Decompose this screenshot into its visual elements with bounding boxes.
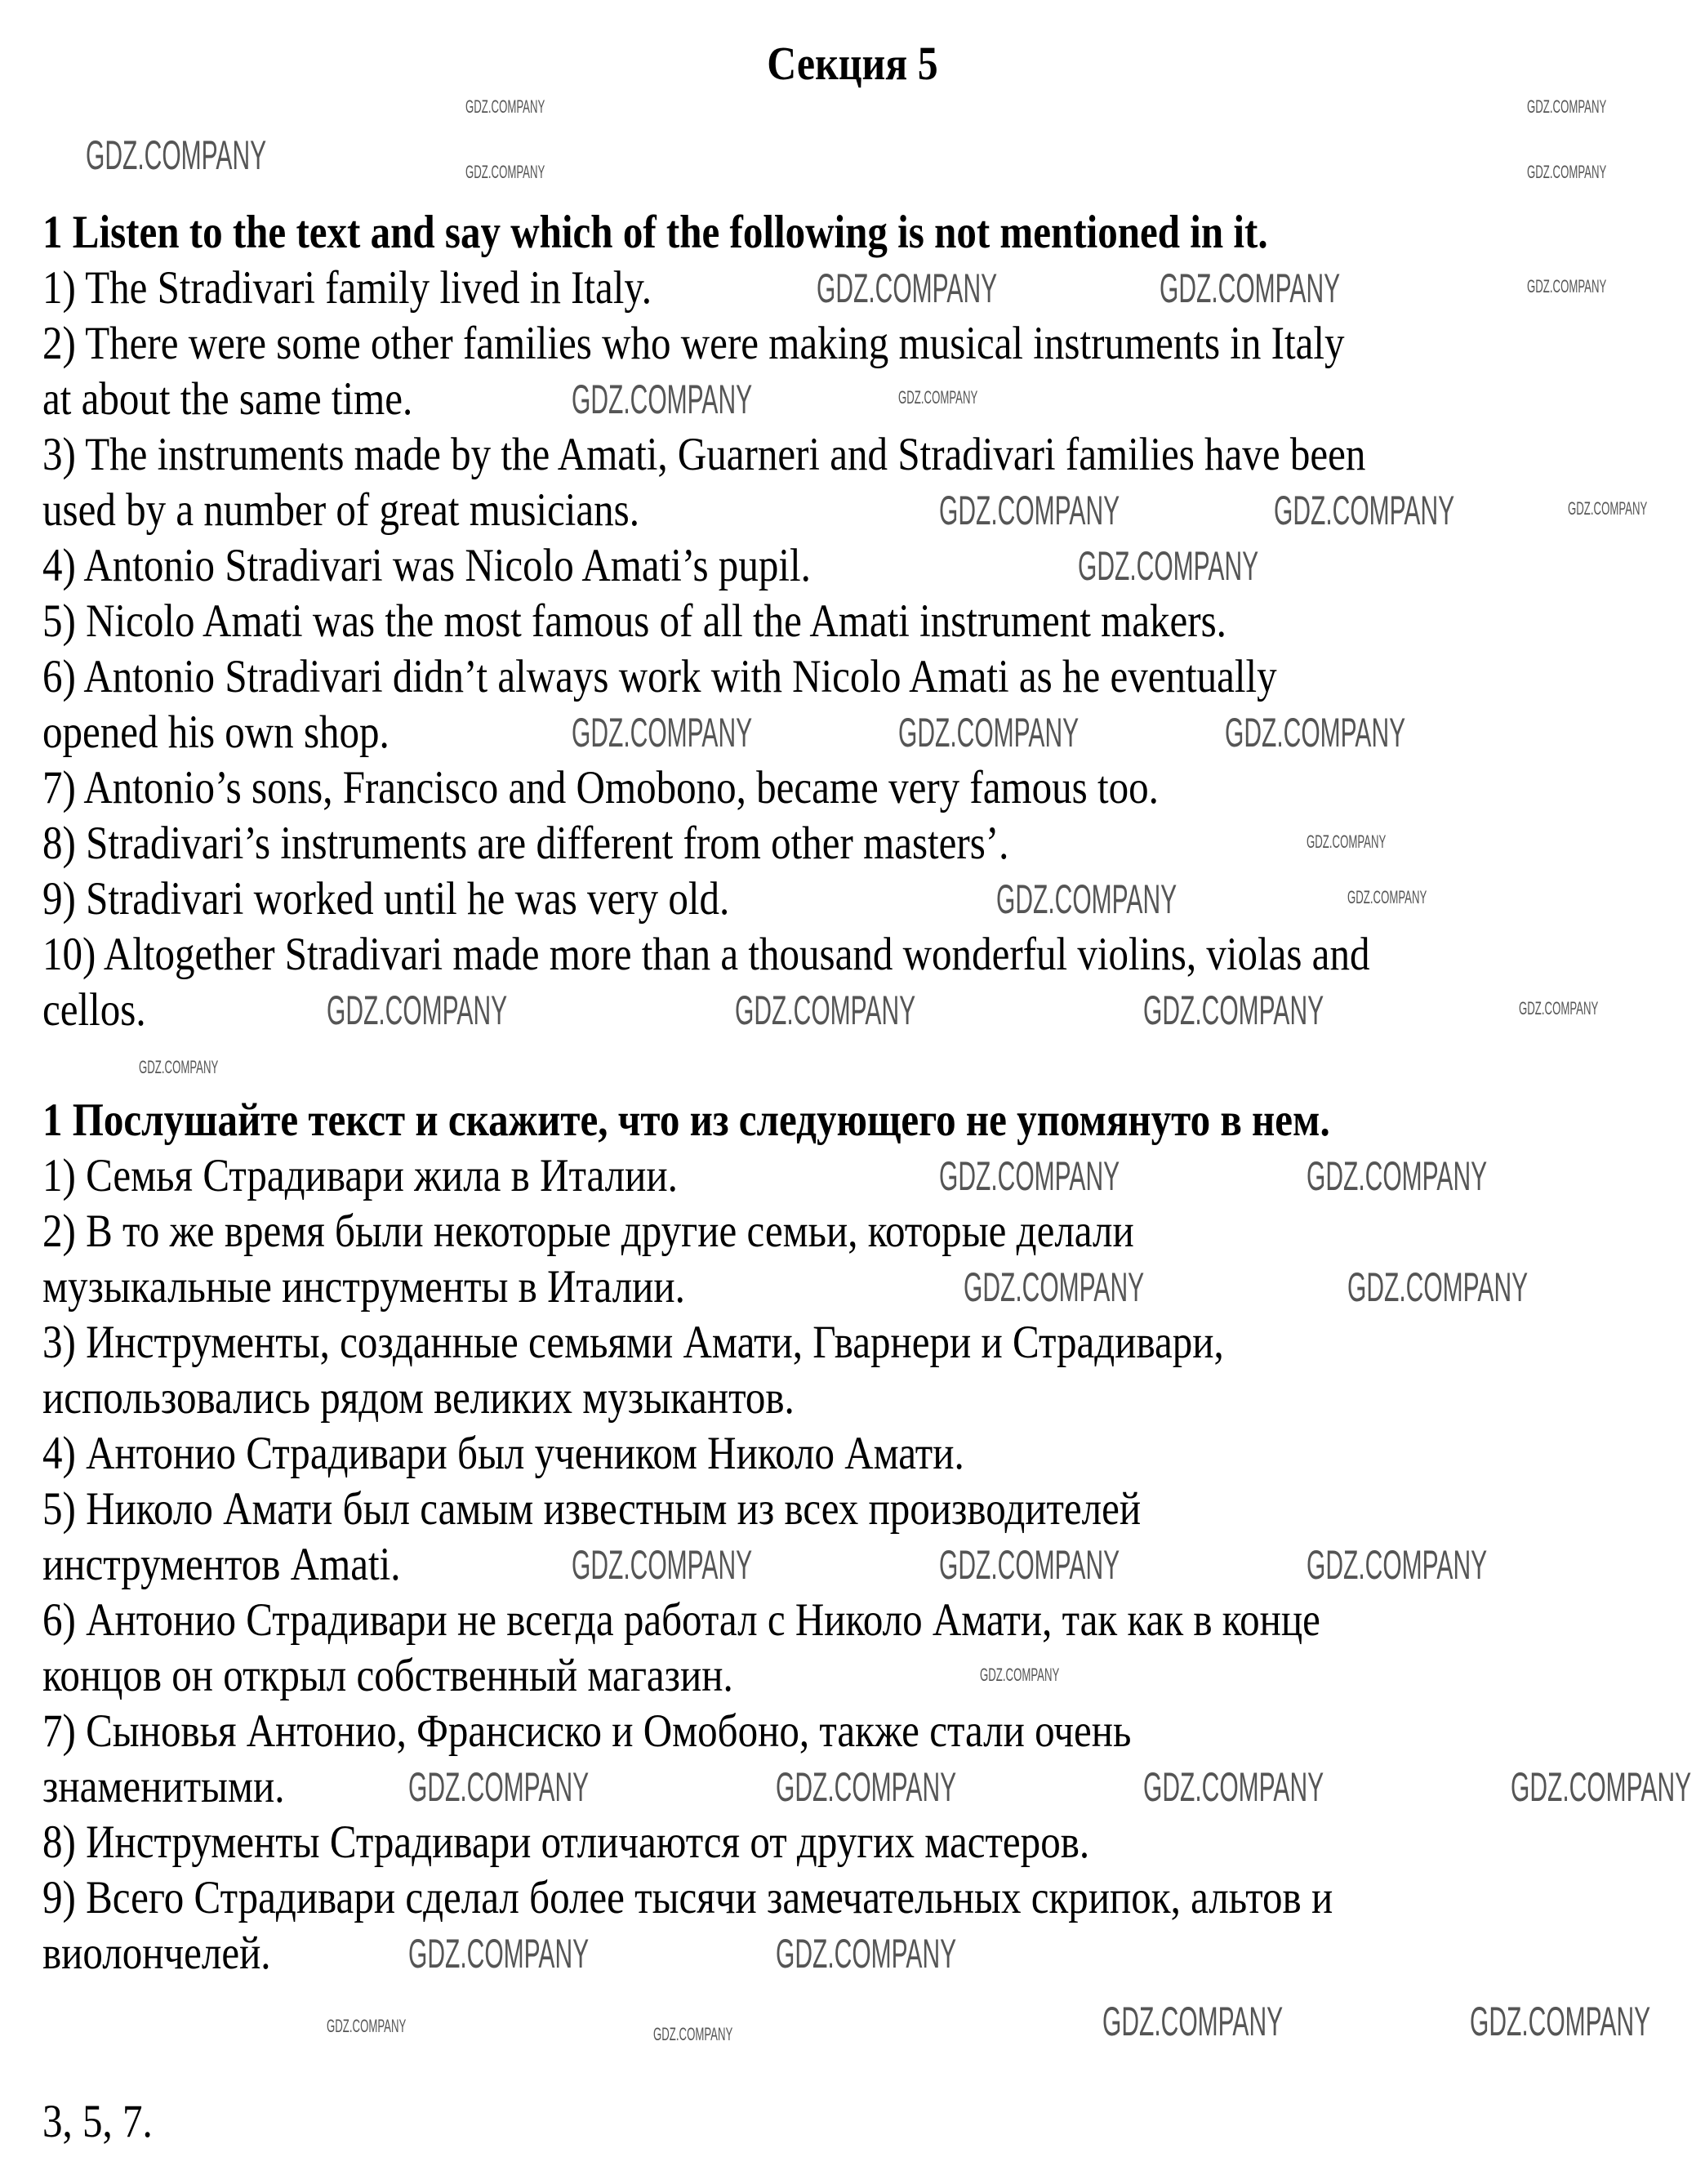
russian-line: 1) Семья Страдивари жила в Италии. (42, 1150, 678, 1201)
russian-line: 3) Инструменты, созданные семьями Амати, Гварнери и Страдивари, (42, 1317, 1224, 1368)
watermark-text: GDZ.COMPANY (327, 987, 508, 1033)
watermark-text: GDZ.COMPANY (1527, 276, 1607, 296)
english-line: 9) Stradivari worked until he was very old. (42, 873, 730, 925)
watermark-text: GDZ.COMPANY (1160, 265, 1341, 311)
watermark-text: GDZ.COMPANY (898, 387, 978, 408)
russian-line: 4) Антонио Страдивари был учеником Николо Амати. (42, 1428, 964, 1479)
watermark-text: GDZ.COMPANY (327, 2016, 407, 2036)
watermark-text: GDZ.COMPANY (1274, 488, 1455, 533)
watermark-text: GDZ.COMPANY (1307, 1542, 1488, 1588)
russian-line: 5) Николо Амати был самым известным из всех производителей (42, 1483, 1142, 1535)
watermark-text: GDZ.COMPANY (572, 1542, 753, 1588)
english-line: 10) Altogether Stradivari made more than a thousand wonderful violins, violas and (42, 929, 1370, 980)
answer-block (42, 2094, 171, 2150)
english-line: cellos. (42, 984, 146, 1036)
russian-line: инструментов Amati. (42, 1539, 401, 1590)
english-line: used by a number of great musicians. (42, 484, 640, 536)
watermark-text: GDZ.COMPANY (817, 265, 998, 311)
watermark-text: GDZ.COMPANY (939, 488, 1120, 533)
watermark-text: GDZ.COMPANY (1527, 96, 1607, 117)
watermark-text: GDZ.COMPANY (964, 1264, 1145, 1310)
answer-text: 3, 5, 7. (42, 2096, 153, 2147)
watermark-text: GDZ.COMPANY (1143, 987, 1324, 1033)
watermark-text: GDZ.COMPANY (572, 710, 753, 755)
english-line: 2) There were some other families who were making musical instruments in Italy (42, 318, 1345, 369)
english-line: 5) Nicolo Amati was the most famous of all the Amati instrument makers. (42, 595, 1226, 647)
english-line: 1) The Stradivari family lived in Italy. (42, 262, 652, 314)
english-line: 3) The instruments made by the Amati, Guarneri and Stradivari families have been (42, 429, 1366, 480)
english-line: 7) Antonio’s sons, Francisco and Omobono, became very famous too. (42, 762, 1159, 813)
russian-line: использовались рядом великих музыкантов. (42, 1372, 795, 1424)
watermark-text: GDZ.COMPANY (776, 1764, 957, 1810)
english-line: 4) Antonio Stradivari was Nicolo Amati’s pupil. (42, 540, 811, 591)
russian-line: 7) Сыновья Антонио, Франсиско и Омобоно, также стали очень (42, 1705, 1132, 1757)
english-line: at about the same time. (42, 373, 413, 425)
watermark-text: GDZ.COMPANY (1568, 498, 1648, 519)
watermark-text: GDZ.COMPANY (996, 876, 1177, 922)
watermark-text: GDZ.COMPANY (139, 1057, 219, 1077)
russian-line: 8) Инструменты Страдивари отличаются от других мастеров. (42, 1816, 1090, 1868)
russian-line: 6) Антонио Страдивари не всегда работал с Николо Амати, так как в конце (42, 1594, 1320, 1646)
watermark-text: GDZ.COMPANY (408, 1764, 590, 1810)
watermark-text: GDZ.COMPANY (1225, 710, 1406, 755)
russian-heading: 1 Послушайте текст и скажите, что из следующего не упомянуто в нем. (42, 1094, 1330, 1146)
watermark-text: GDZ.COMPANY (1347, 1264, 1529, 1310)
watermark-text: GDZ.COMPANY (1102, 1999, 1284, 2044)
watermark-text: GDZ.COMPANY (572, 377, 753, 422)
watermark-text: GDZ.COMPANY (1511, 1764, 1692, 1810)
russian-line: 2) В то же время были некоторые другие семьи, которые делали (42, 1206, 1134, 1257)
russian-line: музыкальные инструменты в Италии. (42, 1261, 685, 1313)
watermark-text: GDZ.COMPANY (1078, 543, 1259, 589)
watermark-text: GDZ.COMPANY (408, 1931, 590, 1977)
watermark-text: GDZ.COMPANY (1519, 998, 1599, 1018)
watermark-text: GDZ.COMPANY (653, 2024, 733, 2044)
english-heading: 1 Listen to the text and say which of the following is not mentioned in it. (42, 207, 1268, 258)
watermark-text: GDZ.COMPANY (939, 1542, 1120, 1588)
russian-line: 9) Всего Страдивари сделал более тысячи замечательных скрипок, альтов и (42, 1872, 1333, 1923)
english-line: 6) Antonio Stradivari didn’t always work with Nicolo Amati as he eventually (42, 651, 1277, 702)
watermark-text: GDZ.COMPANY (1307, 831, 1387, 852)
watermark-text: GDZ.COMPANY (939, 1153, 1120, 1199)
page-title: Секция 5 (767, 37, 938, 90)
watermark-text: GDZ.COMPANY (1143, 1764, 1324, 1810)
watermark-text: GDZ.COMPANY (898, 710, 1080, 755)
watermark-text: GDZ.COMPANY (735, 987, 916, 1033)
russian-line: знаменитыми. (42, 1761, 285, 1812)
english-line: opened his own shop. (42, 706, 390, 758)
watermark-text: GDZ.COMPANY (776, 1931, 957, 1977)
watermark-text: GDZ.COMPANY (980, 1665, 1060, 1685)
watermark-text: GDZ.COMPANY (1347, 887, 1427, 907)
watermark-text: GDZ.COMPANY (465, 96, 545, 117)
watermark-text: GDZ.COMPANY (465, 162, 545, 182)
russian-exercise (42, 1093, 1543, 1981)
russian-line: концов он открыл собственный магазин. (42, 1650, 733, 1701)
watermark-text: GDZ.COMPANY (1470, 1999, 1651, 2044)
watermark-text: GDZ.COMPANY (1307, 1153, 1488, 1199)
english-exercise (42, 205, 1586, 1038)
watermark-text: GDZ.COMPANY (1527, 162, 1607, 182)
english-line: 8) Stradivari’s instruments are different from other masters’. (42, 818, 1009, 869)
watermark-text: GDZ.COMPANY (86, 132, 267, 178)
russian-line: виолончелей. (42, 1928, 271, 1979)
